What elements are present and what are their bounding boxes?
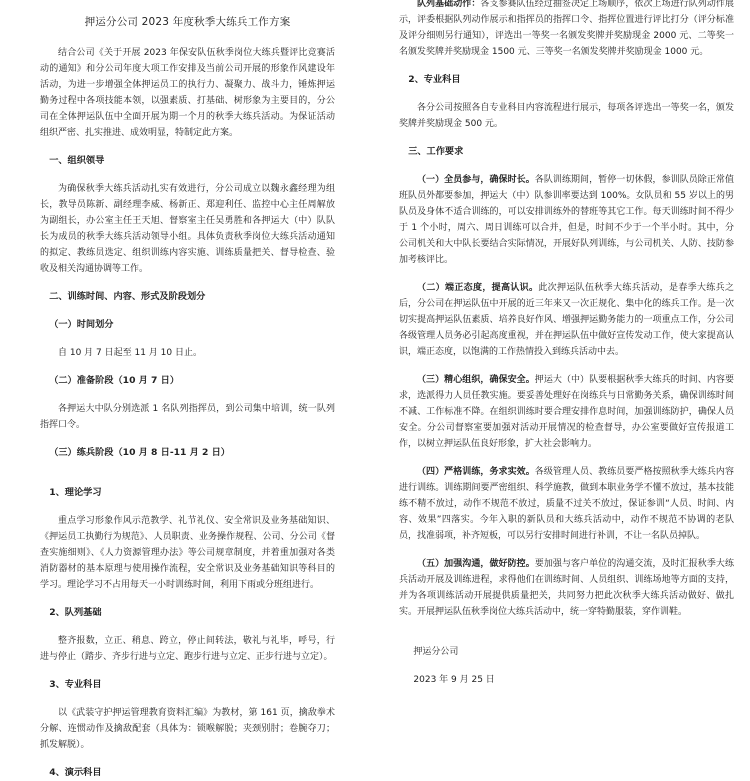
requirement-5-lead: （五）加强沟通，做好防控。	[417, 559, 535, 569]
requirement-1-lead: （一）全员参与，确保时长。	[417, 175, 535, 185]
right-document-body	[375, 0, 750, 688]
requirement-2	[399, 280, 734, 360]
section-training-heading: 二、训练时间、内容、形式及阶段划分	[49, 291, 206, 302]
requirement-2-lead: （二）端正态度，提高认识。	[417, 283, 539, 293]
requirement-4	[399, 464, 734, 544]
section-requirements-heading: 三、工作要求	[408, 146, 464, 157]
requirement-1	[399, 172, 734, 268]
requirement-4-body: 各级管理人员、教练员要严格按照秋季大练兵内容进行训练。训练期间要严密组织、科学施教，做到本职业务学不懂不放过，基本技能练不精不放过，动作不规范不放过，质量不过关不放过，保证参训“人员、时间、内容、效果”四落实。今年入职的新队员和大练兵活动中，动作不规范不协调的老队员，找准弱项，补齐短板，可以另行安排时间进行补训，不让一名队员掉队。	[399, 467, 734, 541]
subsection-prep-body: 各押运大中队分别选派 1 名队列指挥员，到公司集中培训，统一队列指挥口令。	[40, 404, 335, 430]
requirement-3-body: 押运大（中）队要根据秋季大练兵的时间、内容要求，选派得力人员任教实施。要妥善处理好在岗练兵与日常勤务关系，确保训练时间不减、工作标准不降。在组织训练时要合理安排作息时间，加强训练防护，确保人员安全。分公司督察室要加强对活动开展情况的检查督导，办公室要做好宣传报道工作，以树立押运队伍良好形象，扩大社会影响力。	[399, 375, 734, 449]
item-formation-body: 整齐报数，立正、稍息、跨立，停止间转法，敬礼与礼毕，呼号，行进与停止（踏步、齐步行进与立定、跑步行进与立定、正步行进与立定）。	[40, 636, 335, 662]
document-title: 押运分公司 2023 年度秋季大练兵工作方案	[84, 16, 291, 28]
item-professional-heading: 3、专业科目	[49, 679, 102, 690]
left-document-body	[0, 14, 375, 781]
requirement-1-body: 各队训练期间，暂停一切休假，参训队员除正常值班队员外都要参加，押运大（中）队参训率要达到 100%。女队员和 55 岁以上的男队员及身体不适合训练的，可以安排训练外的替班等其它工作。每天训练时间不得少于 1 个小时，周六、周日训练可以合并，但是，时间不少于一个半小时。其中，分公司机关和大中队长要结合实际情况，开展好队列训练，与公司机关、人防、技防参加考核评比。	[399, 175, 734, 265]
item-professional-body: 以《武装守护押运管理教育资料汇编》为教材，第 161 页，擒敌拳术分解、连惯动作及擒敌配套（具体为：锁喉解脱；夹颈别肘；卷腕夺刀；抓发解脱）。	[40, 708, 335, 750]
subsection-time-body: 自 10 月 7 日起至 11 月 10 日止。	[58, 348, 202, 358]
subsection-time-heading: （一）时间划分	[49, 319, 114, 330]
signature-organization: 押运分公司	[413, 647, 459, 657]
right-page	[375, 0, 750, 750]
left-page	[0, 0, 375, 778]
subsection-drill-heading: （三）练兵阶段（10 月 8 日-11 月 2 日）	[49, 447, 230, 458]
subsection-prep-heading: （二）准备阶段（10 月 7 日）	[49, 375, 180, 386]
formation-contest-paragraph	[399, 0, 734, 60]
requirement-2-body: 此次押运队伍秋季大练兵活动，是春季大练兵之后，分公司在押运队伍中开展的近三年来又一次正规化、集中化的练兵工作。是一次切实提高押运队伍素质、培养良好作风、增强押运勤务能力的一项重点工作，分公司各级管理人员务必引起高度重视，并在押运队伍中做好宣传发动工作，使大家提高认识，端正态度，以饱满的工作热情投入到练兵活动中去。	[399, 283, 734, 357]
item-theory-body: 重点学习形象作风示范教学、礼节礼仪、安全常识及业务基础知识、《押运员工执勤行为规范》、人员职责、业务操作规程、公司、分公司《督查实施细则》、《人力资源管理办法》等公司规章制度，并着重加强对各类消防器材的基本原理与使用操作流程，安全常识及业务基础知识等科目的学习。理论学习不占用每天一小时训练时间，利用下雨或分班组进行。	[40, 516, 335, 590]
requirement-3-lead: （三）精心组织，确保安全。	[417, 375, 535, 385]
requirement-5-body: 要加强与客户单位的沟通交流，及时汇报秋季大练兵活动开展及训练进程，求得他们在训练时间、人员组织、训练场地等方面的支持，并为各项训练活动开展提供质量把关，共同努力把此次秋季大练兵活动做好、做扎实。开展押运队伍秋季岗位大练兵活动中，统一穿特勤服装，穿作训鞋。	[399, 559, 734, 617]
section-organization-body: 为确保秋季大练兵活动扎实有效进行，分公司成立以魏永鑫经理为组长，教导员陈新、副经理李威、杨新正、郑迎利任、监控中心主任周解放为副组长，办公室主任王天旭、督察室主任吴勇胜和各押运大（中）队队长为成员的秋季大练兵活动领导小组。具体负责秋季岗位大练兵活动通知的拟定、教练员选定、组织训练内容实施、训练质量把关、督导检查、验收及相关沟通协调等工作。	[40, 184, 335, 274]
intro-paragraph: 结合公司《关于开展 2023 年保安队伍秋季岗位大练兵暨评比竞赛活动的通知》和分公司年度大项工作安排及当前公司开展的形象作风建设年活动，为进一步增强全体押运员工的执行力、凝聚力、战斗力，锤炼押运勤务过程中各项技能本领，以强素质、打基础、树形象为主要目的，分公司在全体押运队伍中全面开展为期一个月的秋季大练兵活动。为保证活动组织严密、扎实推进、成效明显，特制定此方案。	[40, 48, 335, 138]
requirement-3	[399, 372, 734, 452]
section-organization-heading: 一、组织领导	[49, 155, 105, 166]
requirement-4-lead: （四）严格训练，务求实效。	[417, 467, 535, 477]
professional-contest-heading: 2、专业科目	[408, 74, 461, 85]
signature-date: 2023 年 9 月 25 日	[413, 675, 495, 685]
item-theory-heading: 1、理论学习	[49, 487, 102, 498]
professional-contest-body: 各分公司按照各自专业科目内容流程进行展示，每项各评选出一等奖一名，颁发奖牌并奖励现金 500 元。	[399, 103, 734, 129]
formation-contest-lead: 队列基础动作：	[417, 0, 481, 9]
requirement-5	[399, 556, 734, 620]
formation-contest-body: 各支参赛队伍经过抽签决定上场顺序，依次上场进行队列动作展示，评委根据队列动作展示和指挥员的指挥口令、指挥位置进行评比打分（评分标准及评分细则另行通知），评选出一等奖一名颁发奖牌并奖励现金 2000 元、二等奖一名颁发奖牌并奖励现金 1500 元、三等奖一名颁发奖牌并奖励现金 1000 元。	[399, 0, 734, 57]
item-formation-heading: 2、队列基础	[49, 607, 102, 618]
item-demo-heading: 4、演示科目	[49, 767, 102, 778]
